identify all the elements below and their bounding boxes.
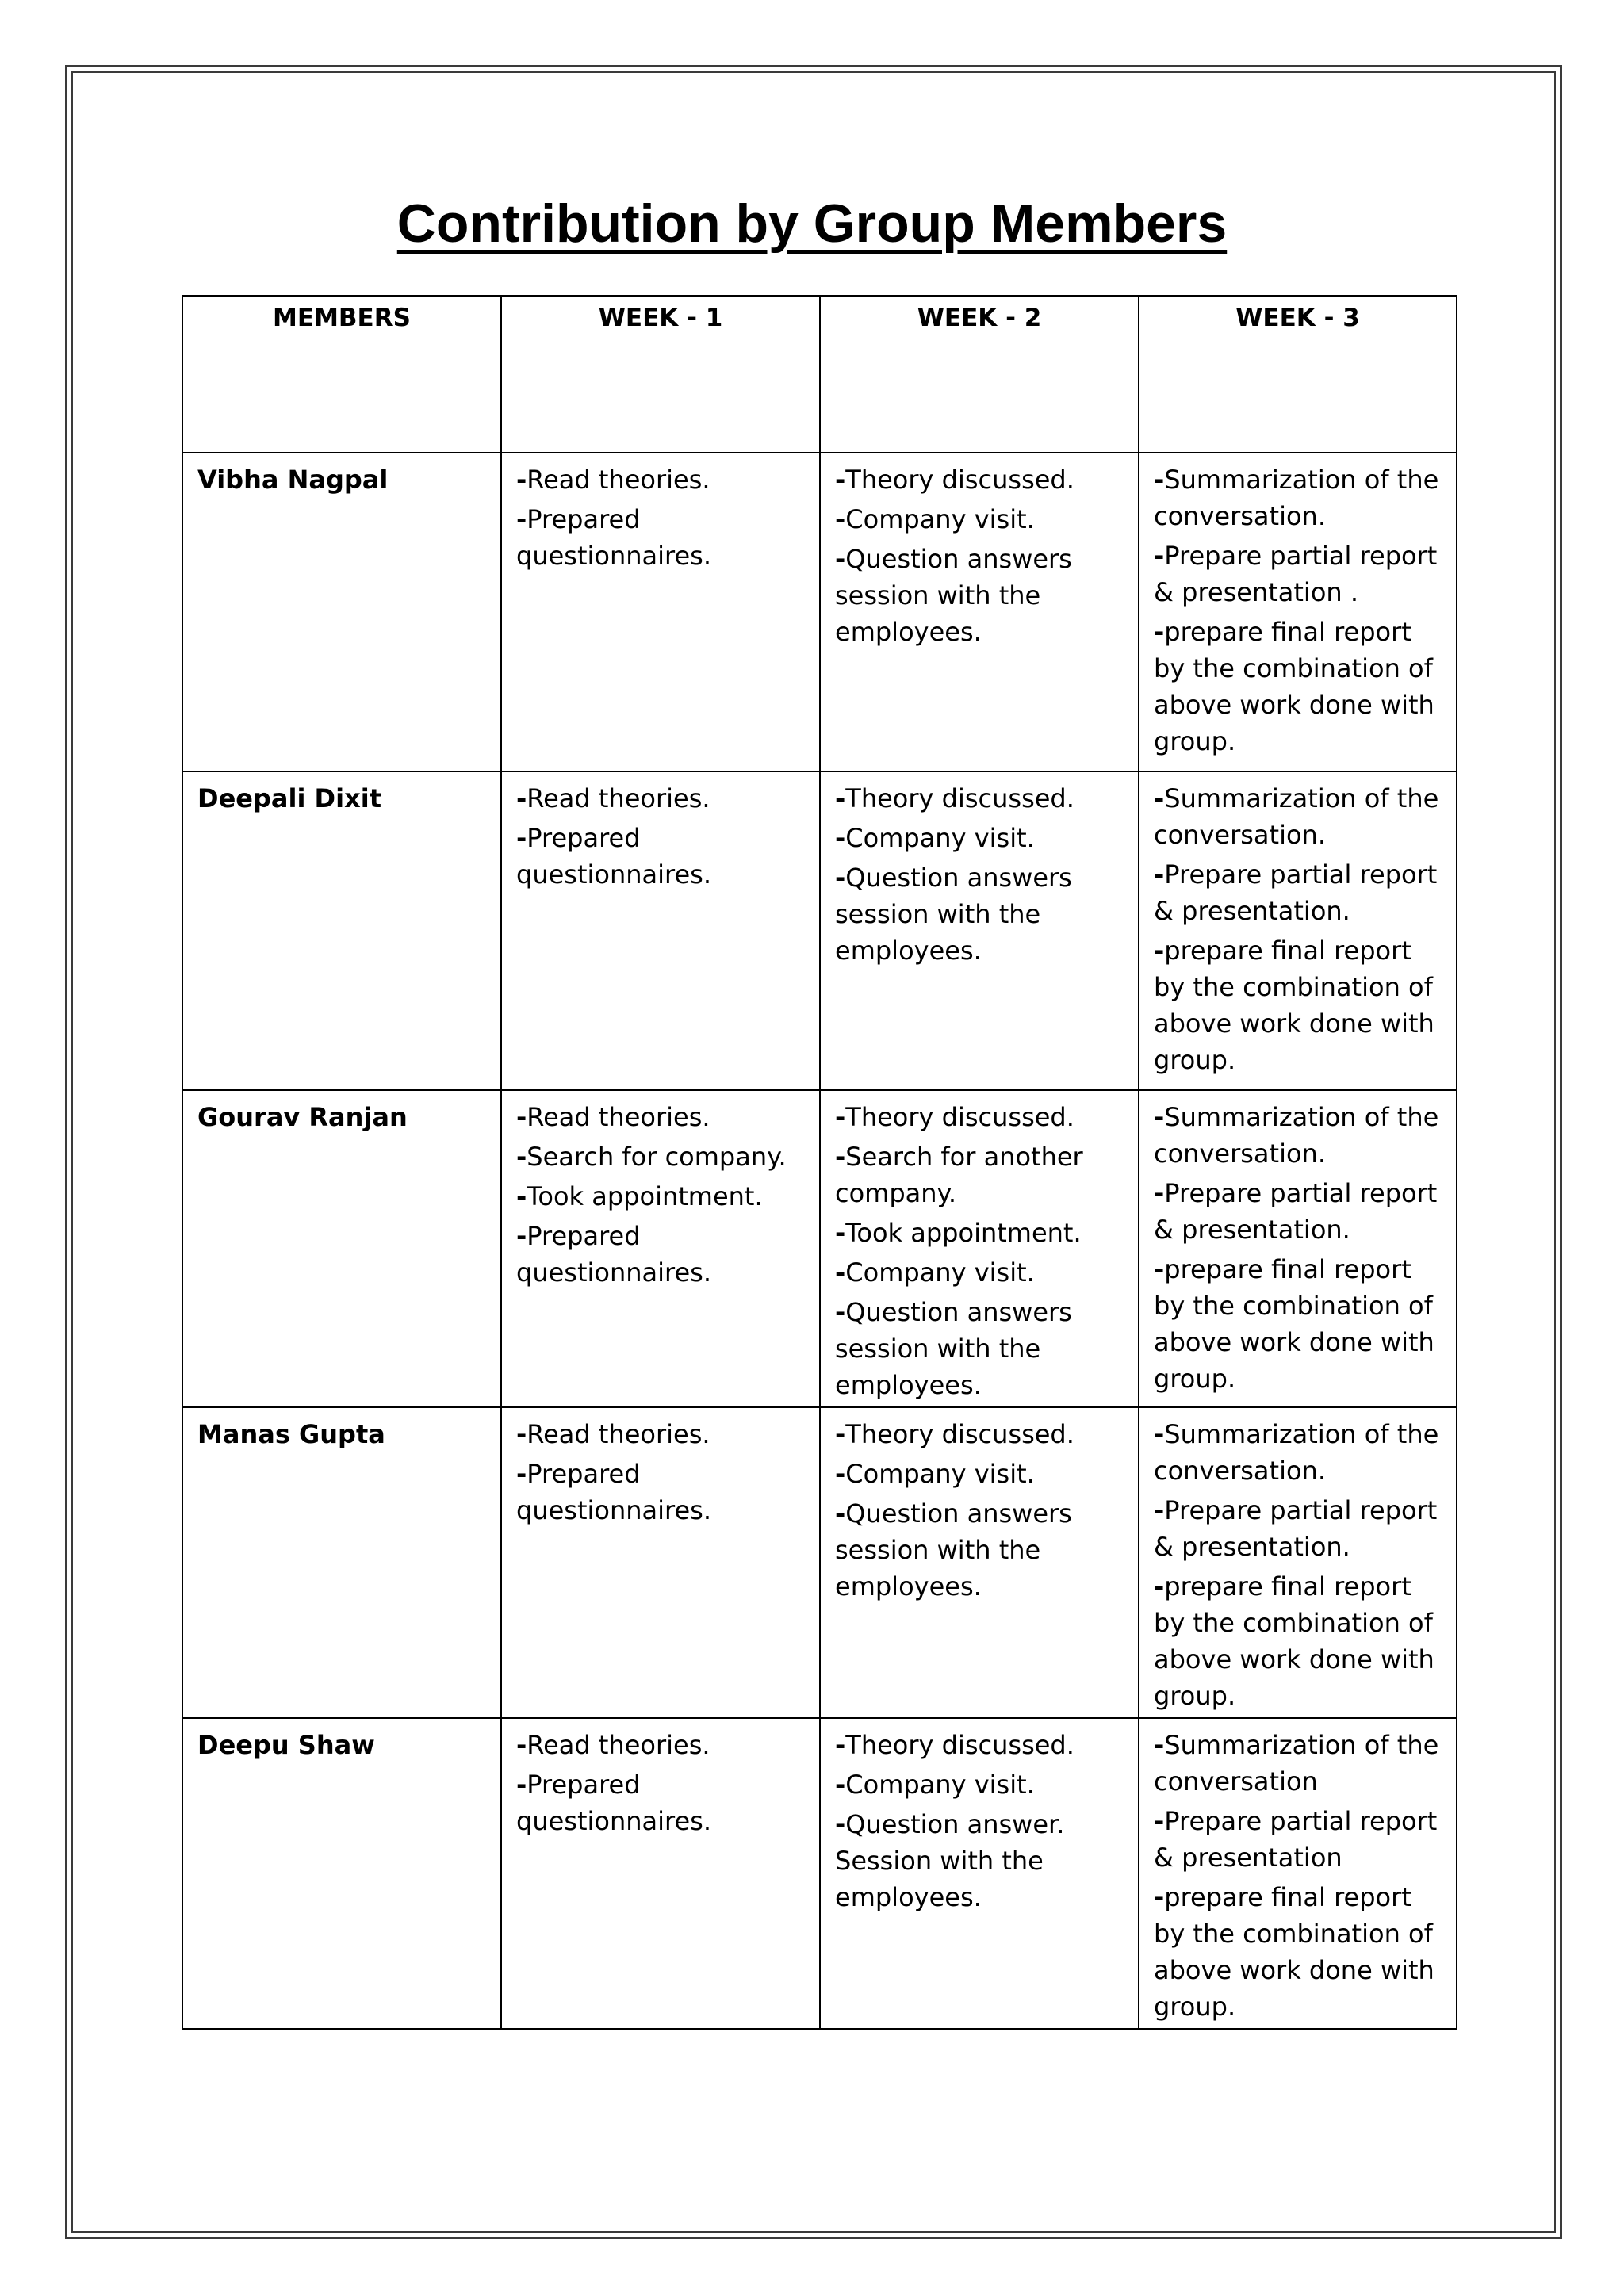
task-item: [1154, 538, 1442, 610]
bullet-dash: -: [1154, 936, 1165, 966]
task-item: [1154, 1727, 1442, 1800]
task-item: [1154, 1251, 1442, 1397]
member-name: Manas Gupta: [182, 1407, 501, 1718]
table-body: [182, 453, 1457, 2029]
task-text: Summarization of the conversation.: [1154, 465, 1439, 531]
member-name: Deepu Shaw: [182, 1718, 501, 2029]
task-item: [1154, 614, 1442, 760]
task-item: [516, 1456, 805, 1529]
task-text: Theory discussed.: [845, 1730, 1074, 1760]
task-text: Search for another company.: [835, 1142, 1083, 1208]
task-text: Took appointment.: [845, 1218, 1082, 1248]
header-week-3: WEEK - 3: [1139, 296, 1457, 453]
task-text: Company visit.: [845, 823, 1035, 853]
task-item: [516, 1138, 805, 1175]
task-text: Prepare partial report & presentation.: [1154, 1178, 1438, 1245]
week-2-tasks: [820, 453, 1139, 771]
bullet-dash: -: [835, 1809, 846, 1839]
bullet-dash: -: [1154, 465, 1165, 495]
bullet-dash: -: [835, 504, 846, 534]
week-2-tasks: [820, 771, 1139, 1090]
task-item: [835, 1254, 1124, 1291]
bullet-dash: -: [1154, 1882, 1165, 1912]
bullet-dash: -: [1154, 1102, 1165, 1132]
task-item: [516, 501, 805, 574]
bullet-dash: -: [1154, 1495, 1165, 1525]
page-title-text: Contribution by Group Members: [396, 193, 1228, 254]
bullet-dash: -: [1154, 1419, 1165, 1449]
table-row: [182, 1718, 1457, 2029]
bullet-dash: -: [1154, 1730, 1165, 1760]
header-members: MEMBERS: [182, 296, 501, 453]
bullet-dash: -: [1154, 1806, 1165, 1836]
task-item: [835, 1766, 1124, 1803]
bullet-dash: -: [835, 1297, 846, 1327]
bullet-dash: -: [1154, 617, 1165, 647]
week-3-tasks: [1139, 771, 1457, 1090]
task-item: [835, 1138, 1124, 1211]
task-item: [835, 1099, 1124, 1135]
table-row: [182, 1090, 1457, 1407]
task-item: [1154, 1416, 1442, 1489]
task-text: Search for company.: [527, 1142, 787, 1172]
task-item: [1154, 1492, 1442, 1565]
bullet-dash: -: [516, 783, 527, 813]
bullet-dash: -: [516, 1730, 527, 1760]
task-text: Question answers session with the employees.: [835, 544, 1072, 647]
contribution-table: [182, 295, 1457, 2030]
bullet-dash: -: [835, 544, 846, 574]
task-text: Question answers session with the employees.: [835, 1498, 1072, 1601]
task-item: [835, 1495, 1124, 1605]
member-name: Gourav Ranjan: [182, 1090, 501, 1407]
table-row: [182, 453, 1457, 771]
task-item: [516, 1416, 805, 1452]
bullet-dash: -: [516, 1142, 527, 1172]
week-1-tasks: [501, 771, 820, 1090]
task-item: [835, 541, 1124, 650]
task-text: Company visit.: [845, 1459, 1035, 1489]
task-text: Prepare partial report & presentation.: [1154, 1495, 1438, 1562]
bullet-dash: -: [835, 1102, 846, 1132]
task-text: Summarization of the conversation.: [1154, 1102, 1439, 1169]
task-text: Prepared questionnaires.: [516, 504, 712, 571]
task-item: [835, 1416, 1124, 1452]
task-item: [1154, 780, 1442, 853]
bullet-dash: -: [516, 1459, 527, 1489]
task-text: Read theories.: [527, 465, 710, 495]
table-row: [182, 1407, 1457, 1718]
task-text: prepare final report by the combination of above work done with group.: [1154, 617, 1434, 756]
task-item: [1154, 1879, 1442, 2025]
bullet-dash: -: [1154, 541, 1165, 571]
task-item: [835, 1456, 1124, 1492]
task-item: [1154, 461, 1442, 534]
bullet-dash: -: [516, 504, 527, 534]
task-text: Theory discussed.: [845, 1419, 1074, 1449]
task-text: Prepared questionnaires.: [516, 1221, 712, 1288]
task-item: [835, 820, 1124, 856]
task-item: [835, 1727, 1124, 1763]
week-1-tasks: [501, 1090, 820, 1407]
task-item: [1154, 1099, 1442, 1172]
task-text: Prepare partial report & presentation: [1154, 1806, 1438, 1873]
task-text: Prepare partial report & presentation .: [1154, 541, 1438, 607]
task-item: [516, 1099, 805, 1135]
task-item: [516, 1218, 805, 1291]
bullet-dash: -: [1154, 783, 1165, 813]
task-item: [1154, 1803, 1442, 1876]
task-item: [835, 780, 1124, 817]
bullet-dash: -: [835, 863, 846, 893]
bullet-dash: -: [516, 465, 527, 495]
bullet-dash: -: [835, 1498, 846, 1529]
task-text: Question answer. Session with the employees.: [835, 1809, 1065, 1912]
week-3-tasks: [1139, 1718, 1457, 2029]
page-title: [0, 192, 1624, 255]
bullet-dash: -: [1154, 1571, 1165, 1601]
task-text: Company visit.: [845, 1257, 1035, 1288]
task-text: Summarization of the conversation.: [1154, 1419, 1439, 1486]
task-text: Summarization of the conversation: [1154, 1730, 1439, 1797]
task-text: Summarization of the conversation.: [1154, 783, 1439, 850]
task-text: Took appointment.: [527, 1181, 763, 1211]
task-item: [835, 501, 1124, 538]
task-text: Company visit.: [845, 504, 1035, 534]
week-1-tasks: [501, 453, 820, 771]
task-item: [835, 1806, 1124, 1915]
task-text: Question answers session with the employees.: [835, 863, 1072, 966]
bullet-dash: -: [835, 465, 846, 495]
task-text: prepare final report by the combination of above work done with group.: [1154, 1571, 1434, 1711]
bullet-dash: -: [835, 1770, 846, 1800]
bullet-dash: -: [516, 823, 527, 853]
task-item: [1154, 856, 1442, 929]
task-text: prepare final report by the combination of above work done with group.: [1154, 1254, 1434, 1394]
task-item: [835, 859, 1124, 969]
task-text: Prepared questionnaires.: [516, 823, 712, 890]
bullet-dash: -: [1154, 1178, 1165, 1208]
task-item: [835, 1294, 1124, 1403]
bullet-dash: -: [835, 1257, 846, 1288]
task-text: prepare final report by the combination of above work done with group.: [1154, 1882, 1434, 2022]
bullet-dash: -: [516, 1419, 527, 1449]
bullet-dash: -: [516, 1181, 527, 1211]
task-text: Read theories.: [527, 783, 710, 813]
week-1-tasks: [501, 1718, 820, 2029]
header-week-2: WEEK - 2: [820, 296, 1139, 453]
task-item: [516, 820, 805, 893]
task-text: Theory discussed.: [845, 465, 1074, 495]
week-2-tasks: [820, 1090, 1139, 1407]
task-text: prepare final report by the combination of above work done with group.: [1154, 936, 1434, 1075]
bullet-dash: -: [835, 1218, 846, 1248]
task-text: Theory discussed.: [845, 1102, 1074, 1132]
bullet-dash: -: [835, 1419, 846, 1449]
task-text: Prepared questionnaires.: [516, 1770, 712, 1836]
bullet-dash: -: [835, 783, 846, 813]
member-name: Vibha Nagpal: [182, 453, 501, 771]
task-text: Prepared questionnaires.: [516, 1459, 712, 1525]
bullet-dash: -: [1154, 1254, 1165, 1284]
task-text: Read theories.: [527, 1730, 710, 1760]
week-2-tasks: [820, 1718, 1139, 2029]
week-2-tasks: [820, 1407, 1139, 1718]
task-text: Question answers session with the employees.: [835, 1297, 1072, 1400]
task-text: Prepare partial report & presentation.: [1154, 859, 1438, 926]
task-text: Read theories.: [527, 1419, 710, 1449]
task-item: [1154, 1568, 1442, 1714]
task-item: [516, 1766, 805, 1839]
member-name: Deepali Dixit: [182, 771, 501, 1090]
task-item: [516, 461, 805, 498]
task-item: [1154, 932, 1442, 1078]
task-item: [835, 461, 1124, 498]
week-3-tasks: [1139, 1090, 1457, 1407]
task-text: Theory discussed.: [845, 783, 1074, 813]
bullet-dash: -: [835, 1730, 846, 1760]
task-text: Read theories.: [527, 1102, 710, 1132]
bullet-dash: -: [516, 1770, 527, 1800]
bullet-dash: -: [835, 823, 846, 853]
task-item: [835, 1215, 1124, 1251]
task-item: [1154, 1175, 1442, 1248]
week-3-tasks: [1139, 1407, 1457, 1718]
bullet-dash: -: [516, 1221, 527, 1251]
bullet-dash: -: [835, 1459, 846, 1489]
bullet-dash: -: [1154, 859, 1165, 890]
task-item: [516, 780, 805, 817]
bullet-dash: -: [835, 1142, 846, 1172]
task-text: Company visit.: [845, 1770, 1035, 1800]
table-header-row: [182, 296, 1457, 453]
header-week-1: WEEK - 1: [501, 296, 820, 453]
bullet-dash: -: [516, 1102, 527, 1132]
task-item: [516, 1178, 805, 1215]
week-1-tasks: [501, 1407, 820, 1718]
table-row: [182, 771, 1457, 1090]
task-item: [516, 1727, 805, 1763]
week-3-tasks: [1139, 453, 1457, 771]
